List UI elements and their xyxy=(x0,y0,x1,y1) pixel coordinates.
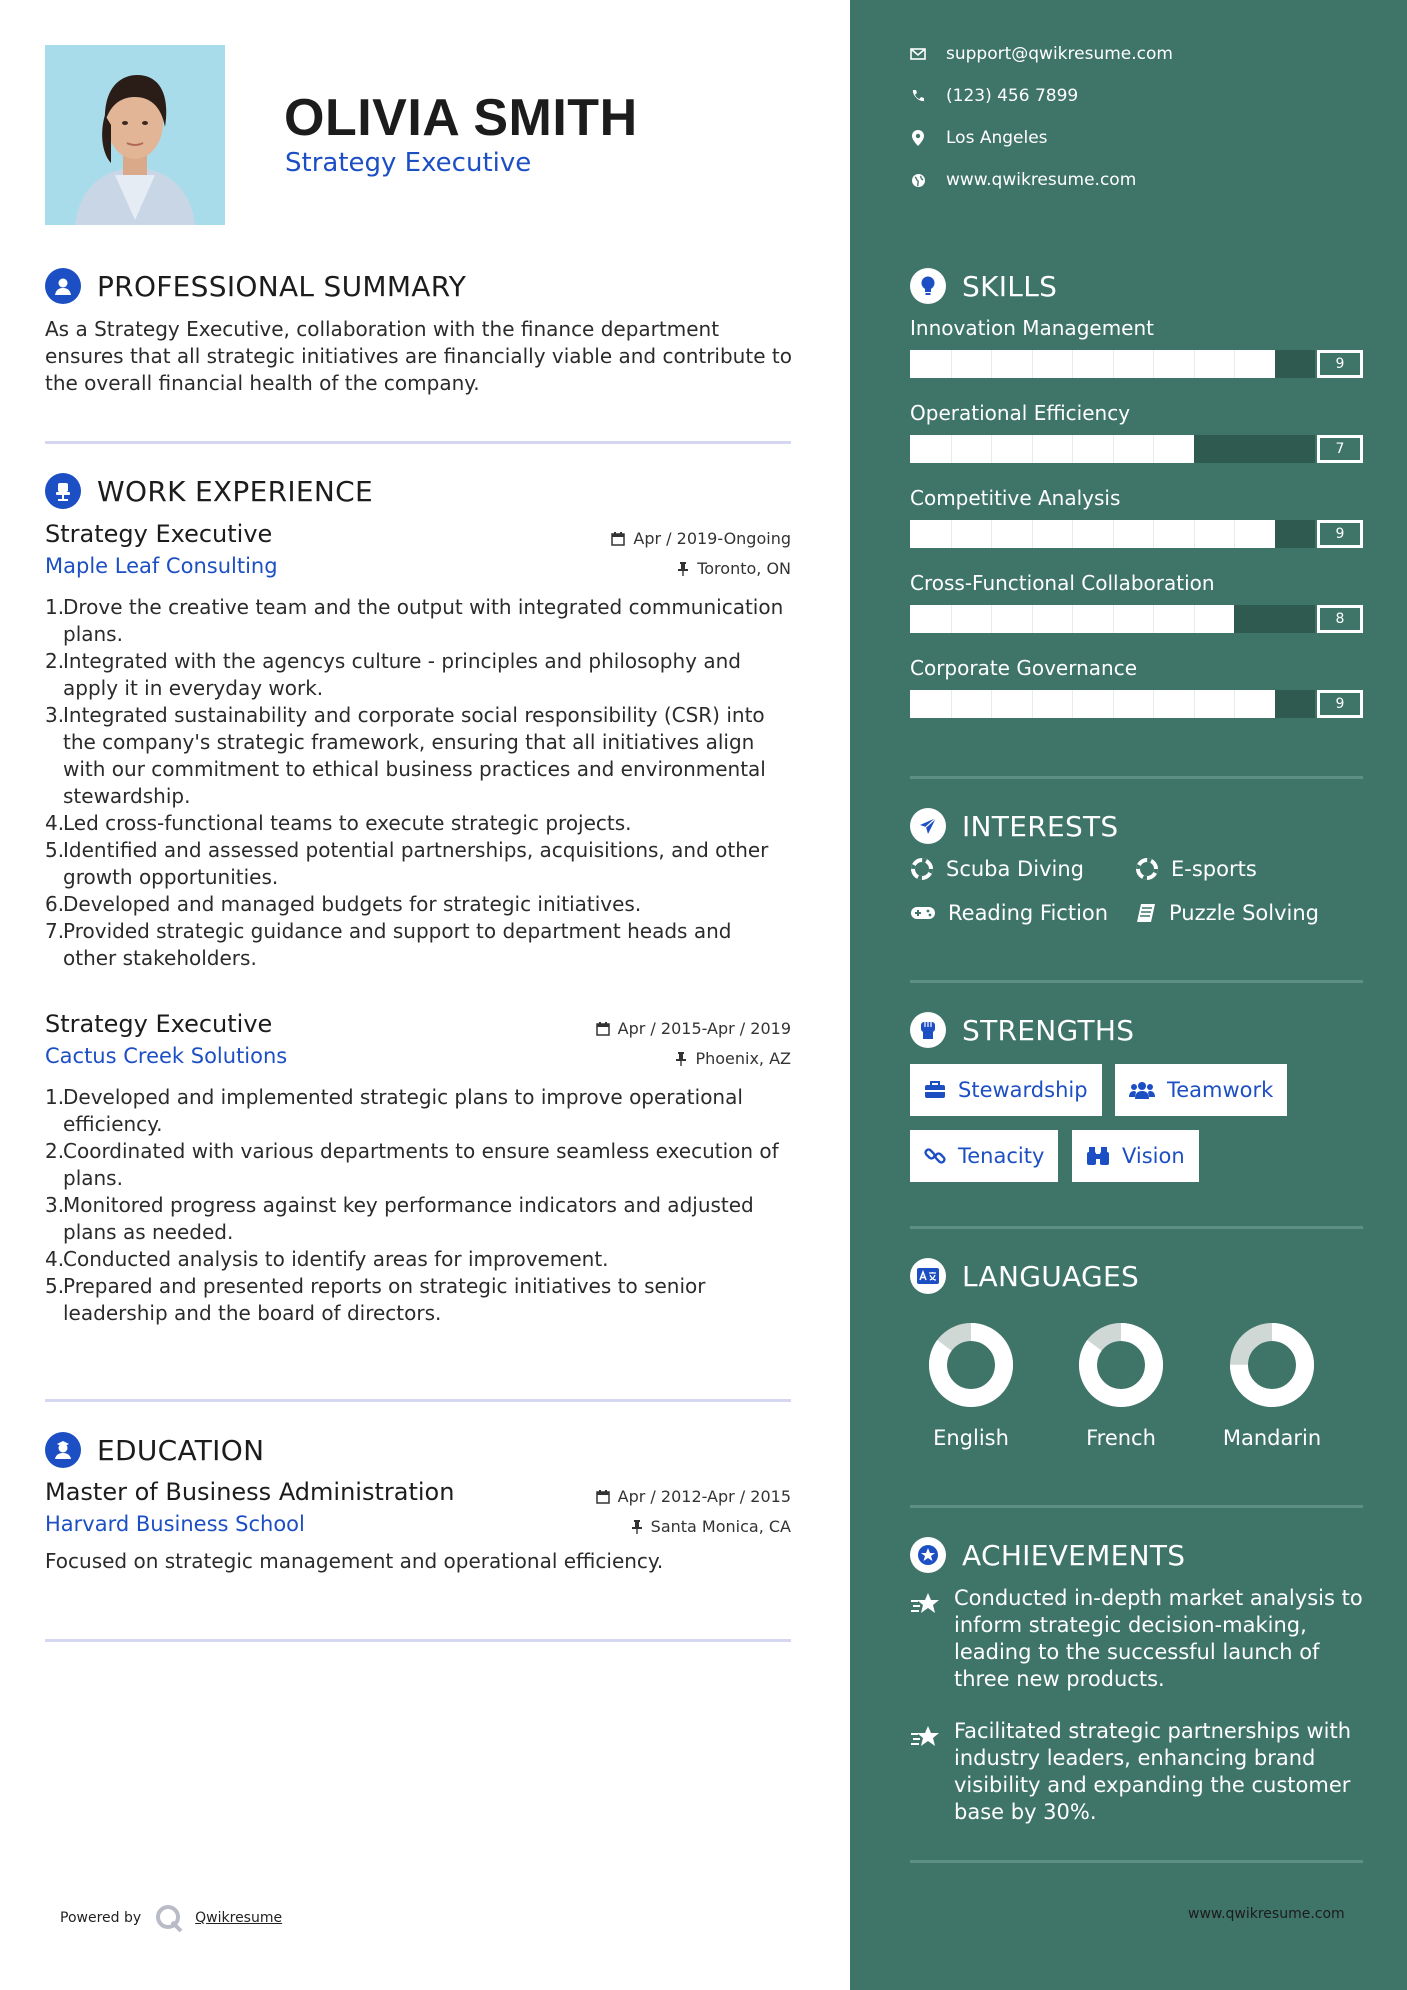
degree-title: Master of Business Administration xyxy=(45,1478,455,1506)
link-icon xyxy=(924,1145,946,1167)
experience-header xyxy=(45,473,373,509)
skill-bar-segment xyxy=(951,690,952,718)
pushpin-icon xyxy=(677,562,689,576)
skill-item xyxy=(910,316,1363,378)
powered-by xyxy=(60,1904,282,1932)
graduate-icon xyxy=(45,1432,81,1468)
skill-bar-segment xyxy=(1194,690,1195,718)
section-divider xyxy=(45,441,791,444)
job-location xyxy=(677,559,791,578)
contact-location xyxy=(910,128,1048,148)
email-text: support@qwikresume.com xyxy=(946,44,1173,64)
job-title: Strategy Executive xyxy=(45,1010,273,1038)
list-item: 6. Developed and managed budgets for strategic initiatives. xyxy=(45,892,642,916)
skill-bar-segment xyxy=(1234,350,1235,378)
skill-bar-segment xyxy=(1032,690,1033,718)
skill-bar-segment xyxy=(1194,605,1195,633)
skill-bar-segment xyxy=(951,435,952,463)
skill-bar-segment xyxy=(1234,520,1235,548)
skill-bar-segment xyxy=(1153,520,1154,548)
interest-label: Scuba Diving xyxy=(946,857,1084,881)
skill-bar-fill xyxy=(910,435,1194,463)
star-badge-icon xyxy=(910,1537,946,1573)
language-name: French xyxy=(1086,1426,1156,1450)
calendar-icon xyxy=(596,1490,610,1504)
skill-bar-segment xyxy=(1153,605,1154,633)
language-donut xyxy=(928,1322,1014,1408)
list-item: 4. Conducted analysis to identify areas for improvement. xyxy=(45,1247,609,1271)
binoculars-icon xyxy=(1086,1146,1110,1166)
section-divider xyxy=(910,776,1363,779)
skill-bar-segment xyxy=(1032,520,1033,548)
user-icon xyxy=(45,268,81,304)
strength-tag xyxy=(1072,1130,1199,1182)
skill-bar-fill xyxy=(910,350,1275,378)
job-date-text: Apr / 2019-Ongoing xyxy=(633,529,791,548)
pushpin-icon xyxy=(675,1052,687,1066)
achievements-heading: ACHIEVEMENTS xyxy=(962,1538,1186,1572)
skill-bar-segment xyxy=(951,520,952,548)
interests-heading: INTERESTS xyxy=(962,809,1119,843)
skills-header xyxy=(910,268,1057,304)
job-date-text: Apr / 2015-Apr / 2019 xyxy=(617,1019,791,1038)
envelope-icon xyxy=(910,48,926,60)
education-heading: EDUCATION xyxy=(97,1433,265,1467)
skill-name: Competitive Analysis xyxy=(910,486,1121,510)
skill-bar xyxy=(910,690,1363,718)
shooting-star-icon xyxy=(910,1718,954,1826)
section-divider xyxy=(910,1226,1363,1229)
strength-tag xyxy=(910,1130,1058,1182)
strength-tag xyxy=(1115,1064,1287,1116)
summary-heading: PROFESSIONAL SUMMARY xyxy=(97,269,467,303)
office-chair-icon xyxy=(45,473,81,509)
sidebar xyxy=(850,0,1407,1990)
skill-bar-segment xyxy=(1113,435,1114,463)
skill-item xyxy=(910,401,1363,463)
education-date xyxy=(596,1487,791,1506)
education-location xyxy=(631,1517,791,1536)
achievement-item xyxy=(910,1718,1363,1826)
skill-score: 9 xyxy=(1317,350,1363,378)
skill-bar-segment xyxy=(1153,435,1154,463)
skill-bar-fill xyxy=(910,690,1275,718)
education-date-text: Apr / 2012-Apr / 2015 xyxy=(617,1487,791,1506)
skill-bar-segment xyxy=(951,350,952,378)
skill-bar-segment xyxy=(991,350,992,378)
section-divider xyxy=(910,1505,1363,1508)
section-divider xyxy=(45,1399,791,1402)
skill-bar-segment xyxy=(991,520,992,548)
strength-label: Stewardship xyxy=(958,1078,1088,1102)
job-responsibilities xyxy=(45,594,791,972)
briefcase-icon xyxy=(924,1081,946,1099)
language-item xyxy=(1056,1322,1186,1450)
skill-bar-segment xyxy=(951,605,952,633)
skill-bar-segment xyxy=(1072,520,1073,548)
list-item: 3. Integrated sustainability and corporate social responsibility (CSR) into the company's strategic framework, ensuring that all initiatives align with our commitment to ethical business practices and environmental stewardship. xyxy=(45,703,766,808)
job-company: Cactus Creek Solutions xyxy=(45,1044,288,1068)
calendar-icon xyxy=(596,1022,610,1036)
achievement-text: Facilitated strategic partnerships with industry leaders, enhancing brand visibility and expanding the customer base by 30%. xyxy=(954,1719,1352,1824)
job-location-text: Toronto, ON xyxy=(697,559,791,578)
list-item: 5. Prepared and presented reports on strategic initiatives to senior leadership and the board of directors. xyxy=(45,1274,706,1325)
candidate-name: OLIVIA SMITH xyxy=(284,89,638,147)
list-item: 1. Developed and implemented strategic plans to improve operational efficiency. xyxy=(45,1085,743,1136)
language-donut xyxy=(1078,1322,1164,1408)
users-icon xyxy=(1129,1081,1155,1099)
interest-item xyxy=(1135,857,1257,881)
interest-label: E-sports xyxy=(1171,857,1257,881)
interest-label: Puzzle Solving xyxy=(1169,901,1319,925)
skill-bar-segment xyxy=(991,690,992,718)
education-entry xyxy=(45,1478,791,1575)
location-text: Los Angeles xyxy=(946,128,1048,148)
section-divider xyxy=(45,1639,791,1642)
lightbulb-icon xyxy=(910,268,946,304)
skill-bar-segment xyxy=(1153,350,1154,378)
skill-score: 9 xyxy=(1317,690,1363,718)
profile-photo xyxy=(45,45,225,225)
skill-bar xyxy=(910,435,1363,463)
skill-bar-segment xyxy=(1194,350,1195,378)
summary-text: As a Strategy Executive, collaboration with the finance department ensures that all strategic initiatives are financially viable and contribute to the overall financial health of the company. xyxy=(45,317,792,395)
skill-bar-segment xyxy=(1032,350,1033,378)
pushpin-icon xyxy=(631,1520,643,1534)
skills-heading: SKILLS xyxy=(962,269,1058,303)
school-name: Harvard Business School xyxy=(45,1512,305,1536)
skill-bar xyxy=(910,605,1363,633)
list-item: 2. Coordinated with various departments to ensure seamless execution of plans. xyxy=(45,1139,779,1190)
footer-website[interactable]: www.qwikresume.com xyxy=(1188,1906,1345,1922)
language-donut xyxy=(1229,1322,1315,1408)
job-company: Maple Leaf Consulting xyxy=(45,554,278,578)
job-entry xyxy=(45,520,791,972)
qwikresume-logo-icon xyxy=(155,1904,185,1932)
achievement-item xyxy=(910,1585,1363,1693)
skill-bar-segment xyxy=(1113,605,1114,633)
achievements-header xyxy=(910,1537,1185,1573)
skill-bar-segment xyxy=(1072,690,1073,718)
skill-name: Operational Efficiency xyxy=(910,401,1131,425)
contact-website[interactable] xyxy=(910,170,1136,190)
language-item xyxy=(906,1322,1036,1450)
experience-heading: WORK EXPERIENCE xyxy=(97,474,373,508)
skill-item xyxy=(910,656,1363,718)
skill-bar-fill xyxy=(910,520,1275,548)
website-text: www.qwikresume.com xyxy=(946,170,1137,190)
translate-icon xyxy=(910,1258,946,1294)
skill-bar-segment xyxy=(991,435,992,463)
job-location-text: Phoenix, AZ xyxy=(695,1049,791,1068)
strength-label: Tenacity xyxy=(958,1144,1045,1168)
languages-heading: LANGUAGES xyxy=(962,1259,1140,1293)
skill-bar-segment xyxy=(1032,435,1033,463)
contact-phone[interactable] xyxy=(910,86,1078,106)
shooting-star-icon xyxy=(910,1585,954,1693)
language-item xyxy=(1207,1322,1337,1450)
globe-icon xyxy=(910,173,926,188)
interest-label: Reading Fiction xyxy=(948,901,1109,925)
list-item: 5. Identified and assessed potential partnerships, acquisitions, and other growth opportunities. xyxy=(45,838,769,889)
book-icon xyxy=(1135,903,1157,923)
strength-tag xyxy=(910,1064,1102,1116)
language-name: Mandarin xyxy=(1222,1426,1322,1450)
profile-photo-illustration xyxy=(45,45,225,225)
skill-bar-segment xyxy=(1072,435,1073,463)
skill-score: 8 xyxy=(1317,605,1363,633)
skill-bar-segment xyxy=(1153,690,1154,718)
skill-bar-segment xyxy=(1032,605,1033,633)
skill-name: Innovation Management xyxy=(910,316,1154,340)
list-item: 1. Drove the creative team and the output with integrated communication plans. xyxy=(45,595,784,646)
job-location xyxy=(675,1049,791,1068)
skill-bar-segment xyxy=(1072,605,1073,633)
skill-bar-segment xyxy=(1194,520,1195,548)
skill-bar xyxy=(910,520,1363,548)
contact-email[interactable] xyxy=(910,44,1173,64)
section-divider xyxy=(910,980,1363,983)
list-item: 4. Led cross-functional teams to execute strategic projects. xyxy=(45,811,632,835)
education-description: Focused on strategic management and operational efficiency. xyxy=(45,1549,664,1573)
languages-header xyxy=(910,1258,1139,1294)
paper-plane-icon xyxy=(910,808,946,844)
education-location-text: Santa Monica, CA xyxy=(650,1517,791,1536)
skill-bar-segment xyxy=(1113,520,1114,548)
phone-icon xyxy=(910,89,926,103)
raised-fist-icon xyxy=(910,1012,946,1048)
job-date xyxy=(596,1019,791,1038)
calendar-icon xyxy=(611,532,625,546)
life-ring-icon xyxy=(1135,857,1159,881)
phone-text: (123) 456 7899 xyxy=(946,86,1079,106)
interest-item xyxy=(1135,901,1319,925)
list-item: 3. Monitored progress against key performance indicators and adjusted plans as needed. xyxy=(45,1193,754,1244)
skill-score: 7 xyxy=(1317,435,1363,463)
skill-bar-segment xyxy=(991,605,992,633)
strengths-heading: STRENGTHS xyxy=(962,1013,1135,1047)
skill-bar-segment xyxy=(1113,350,1114,378)
section-divider xyxy=(910,1860,1363,1863)
map-pin-icon xyxy=(910,130,926,146)
job-title: Strategy Executive xyxy=(45,520,273,548)
skill-bar-segment xyxy=(1234,690,1235,718)
job-date xyxy=(611,529,791,548)
interest-item xyxy=(910,901,1108,925)
list-item: 7. Provided strategic guidance and support to department heads and other stakeholders. xyxy=(45,919,732,970)
strengths-header xyxy=(910,1012,1134,1048)
skill-bar-segment xyxy=(1072,350,1073,378)
language-name: English xyxy=(933,1426,1009,1450)
life-ring-icon xyxy=(910,857,934,881)
job-responsibilities xyxy=(45,1084,791,1327)
gamepad-icon xyxy=(910,905,936,921)
education-header xyxy=(45,1432,264,1468)
skill-name: Corporate Governance xyxy=(910,656,1137,680)
qwikresume-link[interactable]: Qwikresume xyxy=(195,1910,283,1926)
skill-bar xyxy=(910,350,1363,378)
skill-score: 9 xyxy=(1317,520,1363,548)
list-item: 2. Integrated with the agencys culture - principles and philosophy and apply it in everyday work. xyxy=(45,649,741,700)
strength-label: Vision xyxy=(1122,1144,1185,1168)
job-entry xyxy=(45,1010,791,1327)
powered-by-label: Powered by xyxy=(60,1910,142,1926)
skill-item xyxy=(910,571,1363,633)
interests-header xyxy=(910,808,1119,844)
achievement-text: Conducted in-depth market analysis to inform strategic decision-making, leading to the successful launch of three new products. xyxy=(954,1586,1363,1691)
skill-bar-segment xyxy=(1113,690,1114,718)
strength-label: Teamwork xyxy=(1167,1078,1274,1102)
candidate-title: Strategy Executive xyxy=(285,148,532,178)
summary-header xyxy=(45,268,466,304)
interest-item xyxy=(910,857,1084,881)
skill-name: Cross-Functional Collaboration xyxy=(910,571,1215,595)
skill-item xyxy=(910,486,1363,548)
